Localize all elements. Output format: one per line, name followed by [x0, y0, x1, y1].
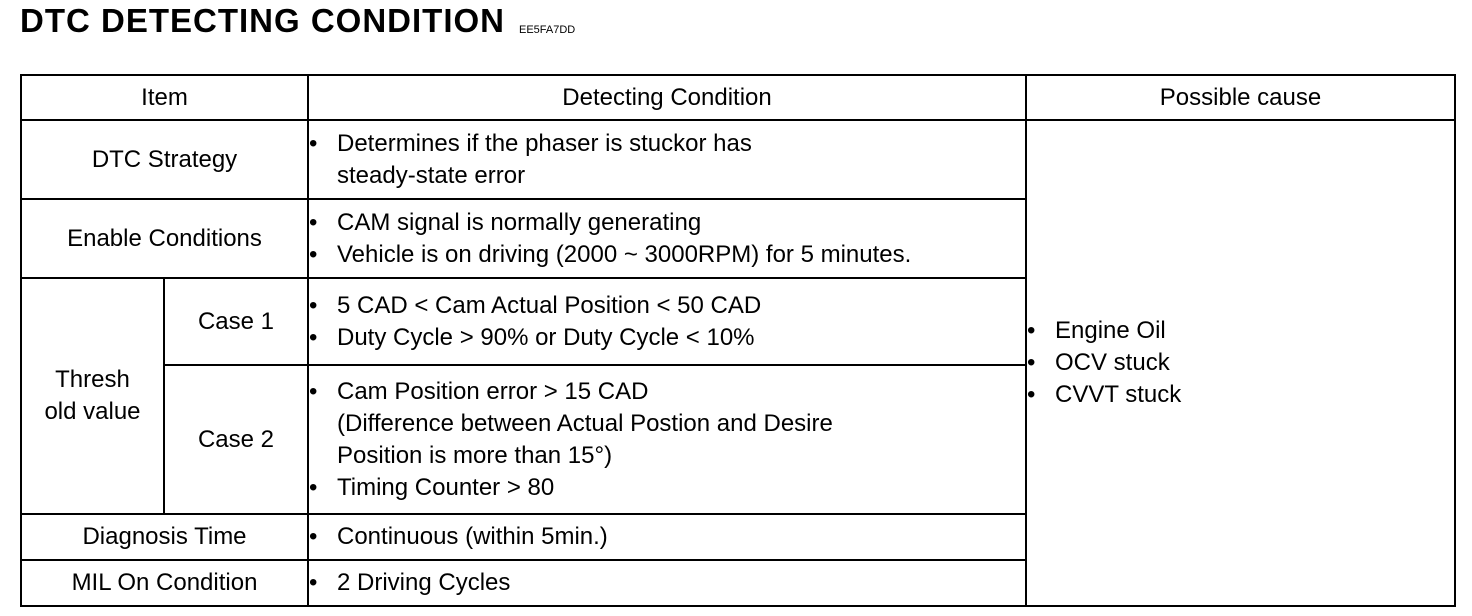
cause-item: • OCV stuck — [1027, 349, 1170, 376]
row-label-dtc-strategy: DTC Strategy — [21, 120, 308, 199]
dtc-condition-table — [20, 74, 1456, 607]
document-code: EE5FA7DD — [519, 24, 576, 36]
row-label-threshold-value: Thresh old value — [21, 278, 164, 514]
page-title: DTC DETECTING CONDITION — [20, 2, 505, 39]
list-item: • Duty Cycle > 90% or Duty Cycle < 10% — [309, 323, 755, 351]
list-item: • Continuous (within 5min.) — [309, 523, 608, 550]
cond-mil-on-condition — [308, 560, 1026, 606]
list-item: • Vehicle is on driving (2000 ~ 3000RPM) for 5 minutes. — [309, 240, 912, 268]
header-detecting-condition: Detecting Condition — [308, 75, 1026, 120]
list-item: • 2 Driving Cycles — [309, 569, 511, 596]
row-label-enable-conditions: Enable Conditions — [21, 199, 308, 278]
row-label-mil-on-condition: MIL On Condition — [21, 560, 308, 606]
cause-item: • Engine Oil — [1027, 317, 1166, 344]
cause-item: • CVVT stuck — [1027, 381, 1182, 408]
list-item: • 5 CAD < Cam Actual Position < 50 CAD — [309, 291, 762, 319]
list-item-continuation: (Difference between Actual Postion and Desire — [337, 409, 833, 437]
cond-enable-conditions — [308, 199, 1026, 278]
row-label-diagnosis-time: Diagnosis Time — [21, 514, 308, 560]
list-item: • Determines if the phaser is stuckor has — [309, 129, 752, 157]
row-label-case-2: Case 2 — [164, 365, 308, 514]
cond-case-1 — [308, 278, 1026, 365]
possible-cause-cell — [1026, 120, 1455, 606]
list-item: • CAM signal is normally generating — [309, 208, 702, 236]
list-item: • Cam Position error > 15 CAD — [309, 377, 649, 405]
header-possible-cause: Possible cause — [1026, 75, 1455, 120]
list-item-continuation: steady-state error — [337, 161, 526, 189]
cond-case-2 — [308, 365, 1026, 514]
list-item: • Timing Counter > 80 — [309, 473, 555, 501]
list-item-continuation: Position is more than 15°) — [337, 441, 613, 469]
cond-diagnosis-time — [308, 514, 1026, 560]
header-item: Item — [21, 75, 308, 120]
row-label-case-1: Case 1 — [164, 278, 308, 365]
cond-dtc-strategy — [308, 120, 1026, 199]
